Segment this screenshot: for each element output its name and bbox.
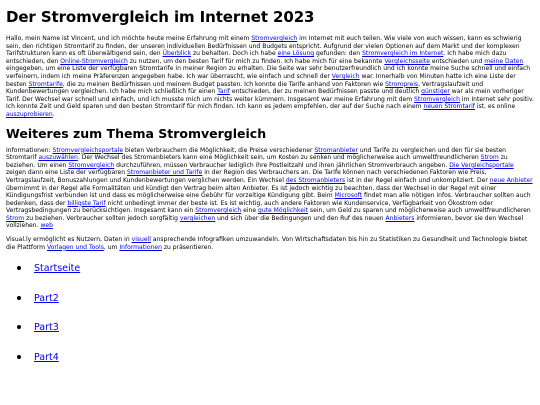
text-run: gefunden: den	[314, 50, 363, 58]
info-paragraph	[6, 147, 534, 231]
text-run: war als mein vorheriger Tarif. Der Wechsel war schnell und einfach, und ich musste mich um nichts weiter kümmern. Insgesamt war meine Erfahrung mit dem	[6, 88, 524, 103]
text-run: zu präsentieren.	[161, 243, 214, 251]
text-run: in der Region des Verbrauchers an. Die Tarife können nach verschiedenen Faktoren wie Preis, Vertragslaufzeit, Bonuszahlungen und Kundenbewertungen verglichen werden. Ein Wechsel	[6, 169, 487, 184]
inline-link[interactable]: günstiger	[421, 88, 450, 96]
inline-link[interactable]: billigste Tarif	[67, 199, 106, 207]
text-run: , die zu meinen Bedürfnissen und meinem Budget passten. Ich konnte die Tarife anhand von Faktoren wie	[62, 80, 386, 88]
inline-link[interactable]: Stromvergleich	[251, 35, 298, 42]
text-run: ist in der Regel einfach und unkompliziert. Der	[345, 176, 490, 184]
intro-paragraph	[6, 35, 534, 119]
text-run: nicht unbedingt immer der beste ist. Es ist wichtig, auch andere Faktoren wie Kundenservice, Verfügbarkeit von Ökostrom oder Vertragsbedingungen zu berücksichtigen. Insgesamt kann ein	[6, 199, 493, 215]
text-run: durchzuführen, müssen Verbraucher lediglich ihre Postleitzahl und ihren jährlichen Stromverbrauch angeben.	[114, 161, 450, 169]
inline-link[interactable]: Stromvergleich	[68, 161, 115, 169]
section-heading: Weiteres zum Thema Stromvergleich	[6, 125, 267, 141]
text-run: entschieden und	[429, 57, 485, 65]
inline-link[interactable]: Stromvergleich	[195, 207, 242, 215]
nav-link-part3[interactable]: Part3	[34, 322, 59, 334]
text-run: übernimmt in der Regel alle Formalitäten und kündigt den Vertrag beim alten Anbieter. Es ist jedoch wichtig zu beachten, dass der Wechsel in der Regel mit einer Kündigungsfrist verbunden ist und dass es möglicherweise eine Gebühr für vorzeitige Kündigung gibt. Beim	[6, 184, 497, 200]
text-run: zu behalten. Doch ich habe	[191, 50, 278, 58]
text-run: zeigen dann eine Liste der verfügbaren	[6, 169, 128, 177]
inline-link[interactable]: Stromvergleichsportale	[52, 146, 124, 154]
text-run: eine	[241, 207, 258, 215]
nav-link-part2[interactable]: Part2	[34, 292, 59, 304]
inline-link[interactable]: gute Möglichkeit	[258, 207, 309, 215]
inline-link[interactable]: visuell	[131, 236, 151, 244]
inline-link[interactable]: Stromanbieter	[314, 146, 358, 154]
inline-link[interactable]: Strompreis	[385, 80, 419, 88]
text-run: .	[52, 110, 55, 118]
nav-list	[6, 261, 534, 364]
inline-link[interactable]: Informationen	[119, 243, 162, 251]
inline-link[interactable]: auszuprobieren	[6, 110, 53, 118]
text-run: . Ich habe mich dazu entschieden, den	[6, 50, 507, 65]
text-run: war. Innerhalb von Minuten hatte ich eine Liste der besten	[6, 72, 516, 88]
inline-link[interactable]: neue Anbieter	[489, 176, 533, 184]
inline-link[interactable]: Stromvergleich	[414, 95, 460, 103]
inline-link[interactable]: meine Daten	[484, 57, 524, 65]
text-run: zu nutzen, um den besten Tarif für mich zu finden. Ich habe mich für eine bekannte	[127, 57, 385, 65]
text-run: . Der Wechsel des Stromanbieters kann eine Möglichkeit sein, um Kosten zu senken und möglicherweise auch umweltfreundlicheren	[77, 154, 481, 162]
inline-link[interactable]: Vergleich	[331, 72, 360, 80]
text-run: , Vertragslaufzeit und Kundenbewertungen vergleichen. Ich habe mich schließlich für einen	[6, 80, 484, 96]
inline-link[interactable]: Die Vergleichsportale	[449, 161, 514, 169]
inline-link[interactable]: auszuwählen	[38, 154, 78, 162]
inline-link[interactable]: Tarif	[217, 88, 230, 96]
inline-link[interactable]: Stromanbieter und Tarife	[127, 169, 203, 177]
inline-link[interactable]: Strom	[480, 154, 499, 162]
text-run: ist, es online	[474, 103, 516, 111]
text-run: entschieden, der zu meinen Bedürfnissen passte und deutlich	[229, 88, 422, 96]
nav-item-part2	[31, 291, 534, 305]
inline-link[interactable]: vergleichen	[179, 214, 216, 222]
nav-item-startseite	[31, 261, 534, 275]
inline-link[interactable]: Überblick	[162, 50, 192, 58]
text-run: zu beziehen. Um einen	[6, 154, 508, 169]
inline-link[interactable]: Vergleichsseite	[384, 57, 430, 65]
nav-item-part3	[31, 320, 534, 334]
inline-link[interactable]: Vorlagen und Tools	[46, 243, 104, 251]
nav-item-part4	[31, 350, 534, 364]
text-run: Hallo, mein Name ist Vincent, und ich möchte heute meine Erfahrung mit einem	[6, 35, 252, 42]
page-title: Der Stromvergleich im Internet 2023	[6, 8, 315, 26]
inline-link[interactable]: eine Lösung	[277, 50, 315, 58]
text-run: Informationen:	[6, 146, 53, 154]
text-run: , um	[103, 243, 120, 251]
text-run: im Internet mit euch teilen. Wie viele von euch wissen, kann es schwierig sein, den richtigen Stromtarif zu finden, der unseren individuellen Bedürfnissen und Budgets entspricht. Aufgrund der vielen Optionen auf dem Markt und der komplexen Tarifstrukturen kann es oft überwältigend sein, den	[6, 35, 522, 58]
inline-link[interactable]: neuen Stromtarif	[423, 103, 475, 111]
visually-paragraph	[6, 236, 534, 251]
nav-link-part4[interactable]: Part4	[34, 351, 59, 363]
text-run: und sich über die Bedingungen und den Ruf des neuen	[215, 214, 386, 222]
text-run: zu beziehen. Verbraucher sollten jedoch sorgfältig	[24, 214, 180, 222]
text-run: findet man alle nötigen infos. Verbraucher sollten auch bedenken, dass der	[6, 192, 531, 207]
text-run: Visual.ly ermöglicht es Nutzern, Daten in	[6, 236, 132, 244]
inline-link[interactable]: des Stromanbieters	[285, 176, 346, 184]
text-run: und Tarife zu vergleichen und den für sie besten Stromtarif	[6, 146, 507, 162]
inline-link[interactable]: web	[40, 222, 53, 230]
text-run: eingegeben, um eine Liste der verfügbaren Stromtarife in meiner Region zu erhalten. Die Seite war sehr benutzerfreundlich und ich konnte meine Suche schnell und einfach verfeinern, indem ich meine Präferenzen angegeben habe. Ich war überrascht, wie einfach und schnell der	[6, 65, 531, 80]
nav-link-startseite[interactable]: Startseite	[34, 263, 81, 275]
inline-link[interactable]: Stromtarife	[28, 80, 63, 88]
text-run: informieren, bevor sie den Wechsel vollziehen.	[6, 214, 524, 230]
text-run: im Internet sehr positiv. Ich konnte Zeit und Geld sparen und den besten Stromtarif für mich finden. Ich kann es jedem empfehlen, der auf der Suche nach einem	[6, 95, 534, 111]
text-run: sein, um Geld zu sparen und möglicherweise auch umweltfreundlicheren	[308, 207, 531, 215]
text-run: ansprechende Infografiken umzuwandeln. Von Wirtschaftsdaten bis hin zu Statistiken zu Gesundheit und Technologie bietet die Plattform	[6, 236, 528, 251]
inline-link[interactable]: Microsoft	[334, 192, 363, 200]
inline-link[interactable]: Anbieters	[385, 214, 415, 222]
inline-link[interactable]: Online-Stromvergleich	[60, 57, 128, 65]
inline-link[interactable]: Strom	[6, 214, 25, 222]
text-run: bieten Verbrauchern die Möglichkeit, die Preise verschiedener	[123, 146, 315, 154]
inline-link[interactable]: Stromvergleich im Internet	[362, 50, 444, 58]
